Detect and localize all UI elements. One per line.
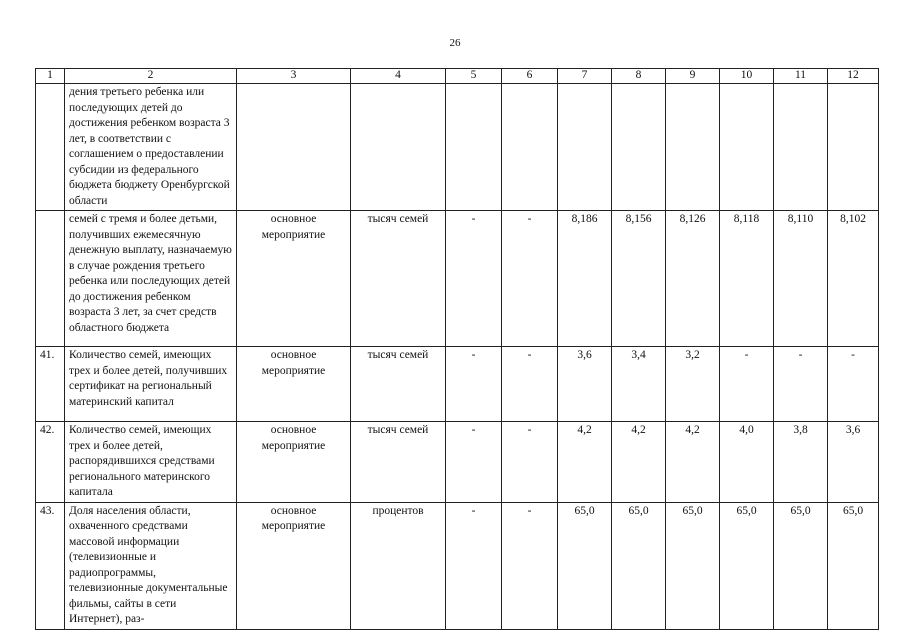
value-cell: 3,2: [666, 347, 720, 422]
value-cell: -: [502, 347, 558, 422]
header-cell: 12: [828, 69, 879, 84]
value-cell: 8,118: [720, 211, 774, 347]
value-cell: 8,102: [828, 211, 879, 347]
value-cell: [558, 84, 612, 211]
value-cell: 4,2: [666, 422, 720, 503]
header-cell: 6: [502, 69, 558, 84]
value-cell: -: [502, 211, 558, 347]
header-row: [36, 69, 879, 84]
value-cell: [828, 84, 879, 211]
unit: процентов: [351, 502, 446, 629]
value-cell: -: [446, 347, 502, 422]
value-cell: [666, 84, 720, 211]
value-cell: 65,0: [558, 502, 612, 629]
header-cell: 5: [446, 69, 502, 84]
value-cell: 3,8: [774, 422, 828, 503]
indicator-name: Количество семей, имеющих трех и более детей, получивших сертификат на региональный материнский капитал: [65, 347, 237, 422]
table-row: [36, 84, 879, 211]
value-cell: 65,0: [666, 502, 720, 629]
value-cell: -: [720, 347, 774, 422]
indicator-name: Доля населения области, охваченного средствами массовой информации (телевизионные и радиопрограммы, телевизионные документальные фильмы, сайты в сети Интернет), раз-: [65, 502, 237, 629]
value-cell: -: [828, 347, 879, 422]
indicator-type: основное мероприятие: [237, 502, 351, 629]
value-cell: 65,0: [612, 502, 666, 629]
value-cell: 65,0: [720, 502, 774, 629]
indicator-type: основное мероприятие: [237, 211, 351, 347]
unit: тысяч семей: [351, 422, 446, 503]
indicator-name: Количество семей, имеющих трех и более детей, распорядившихся средствами регионального материнского капитала: [65, 422, 237, 503]
table-row: [36, 347, 879, 422]
header-cell: 3: [237, 69, 351, 84]
value-cell: [502, 84, 558, 211]
value-cell: -: [502, 422, 558, 503]
header-cell: 7: [558, 69, 612, 84]
unit: тысяч семей: [351, 211, 446, 347]
value-cell: 4,2: [558, 422, 612, 503]
value-cell: 65,0: [774, 502, 828, 629]
value-cell: -: [446, 422, 502, 503]
header-cell: 10: [720, 69, 774, 84]
value-cell: 3,6: [558, 347, 612, 422]
header-cell: 1: [36, 69, 65, 84]
value-cell: 4,2: [612, 422, 666, 503]
value-cell: -: [446, 211, 502, 347]
indicators-table: [35, 68, 879, 630]
value-cell: 3,6: [828, 422, 879, 503]
value-cell: 3,4: [612, 347, 666, 422]
value-cell: 8,126: [666, 211, 720, 347]
table-row: [36, 422, 879, 503]
header-cell: 2: [65, 69, 237, 84]
value-cell: -: [502, 502, 558, 629]
header-cell: 9: [666, 69, 720, 84]
row-number: 42.: [36, 422, 65, 503]
value-cell: 8,110: [774, 211, 828, 347]
indicator-type: [237, 84, 351, 211]
value-cell: -: [446, 502, 502, 629]
row-number: [36, 84, 65, 211]
header-cell: 8: [612, 69, 666, 84]
row-number: 43.: [36, 502, 65, 629]
page-number: 26: [449, 37, 461, 49]
value-cell: -: [774, 347, 828, 422]
indicator-type: основное мероприятие: [237, 422, 351, 503]
table-row: [36, 211, 879, 347]
unit: тысяч семей: [351, 347, 446, 422]
unit: [351, 84, 446, 211]
value-cell: [720, 84, 774, 211]
value-cell: [774, 84, 828, 211]
value-cell: 8,156: [612, 211, 666, 347]
row-number: 41.: [36, 347, 65, 422]
value-cell: 65,0: [828, 502, 879, 629]
row-number: [36, 211, 65, 347]
header-cell: 4: [351, 69, 446, 84]
value-cell: [446, 84, 502, 211]
indicator-name: семей с тремя и более детьми, получивших ежемесячную денежную выплату, назначаемую в случае рождения третьего ребенка или последующих детей до достижения ребенком возраста 3 лет, за счет средств областного бюджета: [65, 211, 237, 347]
header-cell: 11: [774, 69, 828, 84]
indicator-type: основное мероприятие: [237, 347, 351, 422]
indicator-name: дения третьего ребенка или последующих детей до достижения ребенком возраста 3 лет, в соответствии с соглашением о предоставлении субсидии из федерального бюджета бюджету Оренбургской области: [65, 84, 237, 211]
value-cell: [612, 84, 666, 211]
value-cell: 4,0: [720, 422, 774, 503]
value-cell: 8,186: [558, 211, 612, 347]
table-row: [36, 502, 879, 629]
